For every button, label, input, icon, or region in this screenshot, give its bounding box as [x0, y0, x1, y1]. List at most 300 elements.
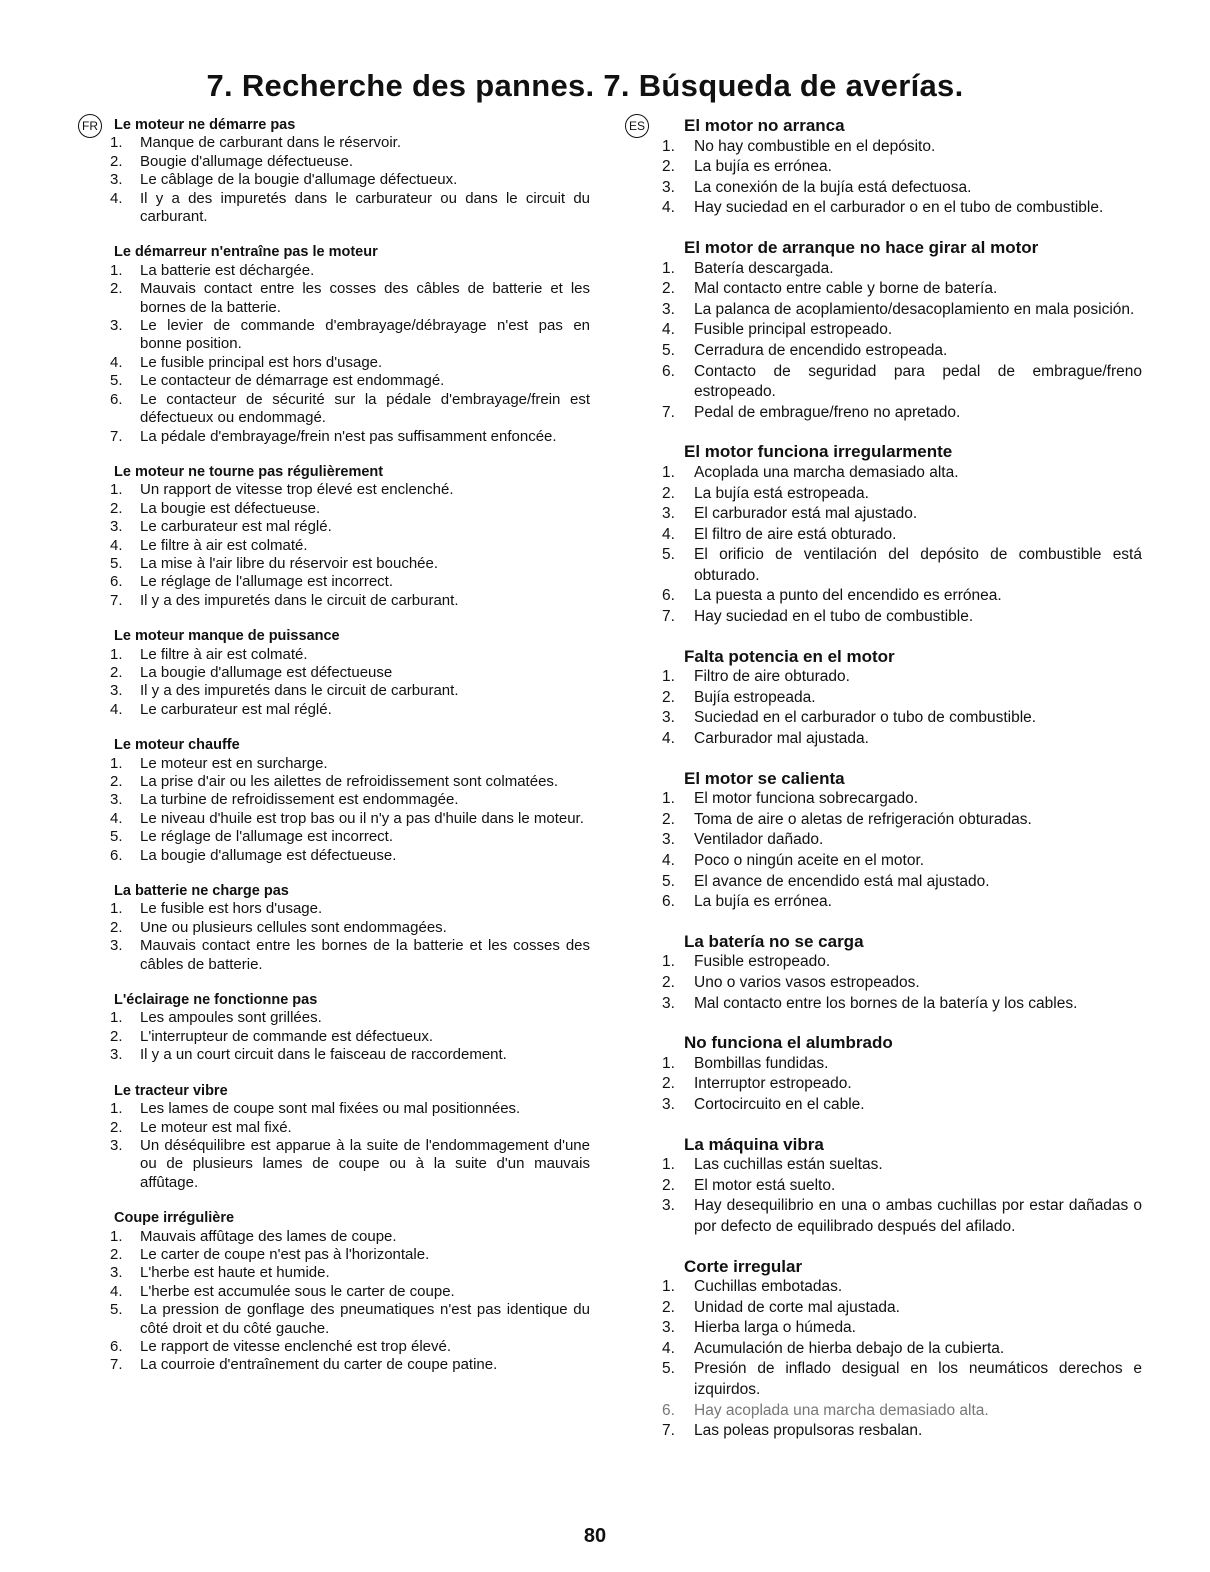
list-item-number: 3.: [110, 518, 123, 536]
list-item-number: 5.: [662, 546, 675, 564]
list-item-text: Hay desequilibrio en una o ambas cuchillas por estar dañadas o por defecto de equilibrado después del afilado.: [694, 1197, 1142, 1235]
list-item: [662, 872, 1142, 893]
list-item: [110, 828, 590, 846]
cause-list: [110, 1228, 590, 1375]
list-item-text: Hay suciedad en el carburador o en el tubo de combustible.: [694, 199, 1104, 217]
list-item: [662, 667, 1142, 688]
list-item-number: 2.: [110, 499, 123, 517]
list-item-number: 5.: [662, 872, 675, 890]
list-item-number: 1.: [662, 463, 675, 481]
list-item-text: Il y a des impuretés dans le carburateur ou dans le circuit du carburant.: [140, 189, 590, 226]
list-item-number: 5.: [662, 1360, 675, 1378]
list-item-text: Le carburateur est mal réglé.: [140, 700, 332, 718]
section-heading: La máquina vibra: [684, 1134, 824, 1154]
list-item-text: Le moteur est en surcharge.: [140, 754, 328, 772]
list-item-text: Ventilador dañado.: [694, 831, 824, 849]
list-item-text: No hay combustible en el depósito.: [694, 137, 936, 155]
fr-section: [110, 463, 590, 610]
list-item-text: Interruptor estropeado.: [694, 1075, 852, 1093]
es-section: [662, 769, 1142, 913]
cause-list: [110, 262, 590, 446]
list-item: [662, 403, 1142, 424]
list-item: [662, 300, 1142, 321]
cause-list: [110, 755, 590, 865]
cause-list: [110, 1009, 590, 1064]
list-item-text: La pédale d'embrayage/frein n'est pas suffisamment enfoncée.: [140, 427, 557, 445]
list-item: [662, 952, 1142, 973]
list-item: [110, 262, 590, 280]
list-item-text: La bougie est défectueuse.: [140, 499, 321, 517]
list-item: [662, 504, 1142, 525]
section-heading: Falta potencia en el motor: [684, 646, 895, 666]
list-item-text: Cuchillas embotadas.: [694, 1278, 843, 1296]
list-item-number: 6.: [662, 893, 675, 911]
list-item-number: 4.: [110, 189, 123, 207]
section-heading: Coupe irrégulière: [114, 1210, 235, 1227]
list-item-number: 7.: [110, 591, 123, 609]
list-item: [662, 830, 1142, 851]
list-item-text: La conexión de la bujía está defectuosa.: [694, 178, 972, 196]
section-heading: Corte irregular: [684, 1256, 803, 1276]
list-item-number: 1.: [110, 645, 123, 663]
list-item-text: Le rapport de vitesse enclenché est trop élevé.: [140, 1337, 452, 1355]
section-heading: L'éclairage ne fonctionne pas: [114, 992, 318, 1009]
list-item-text: Le contacteur de sécurité sur la pédale d'embrayage/frein est défectueux ou endommagé.: [140, 390, 590, 427]
cause-list: [662, 952, 1142, 1014]
list-item-number: 7.: [110, 427, 123, 445]
list-item-number: 3.: [662, 1095, 675, 1113]
list-item: [662, 362, 1142, 403]
fr-section: [110, 736, 590, 865]
list-item-text: Mauvais contact entre les bornes de la batterie et les cosses des câbles de batterie.: [140, 937, 590, 973]
list-item: [662, 1339, 1142, 1360]
list-item-text: Le câblage de la bougie d'allumage défectueux.: [140, 171, 458, 189]
list-item: [662, 463, 1142, 484]
list-item-text: Las poleas propulsoras resbalan.: [694, 1422, 923, 1440]
list-item-number: 2.: [110, 1118, 123, 1136]
list-item-text: Un rapport de vitesse trop élevé est enclenché.: [140, 481, 454, 499]
list-item: [110, 937, 590, 974]
list-item-text: El carburador está mal ajustado.: [694, 505, 918, 523]
list-item-text: Mal contacto entre los bornes de la batería y los cables.: [694, 994, 1078, 1012]
list-item-number: 3.: [662, 994, 675, 1012]
list-item: [110, 1338, 590, 1356]
list-item: [662, 1318, 1142, 1339]
list-item-number: 7.: [110, 1356, 123, 1374]
list-item-text: Le carburateur est mal réglé.: [140, 518, 332, 536]
list-item: [110, 664, 590, 682]
list-item-text: Uno o varios vasos estropeados.: [694, 973, 920, 991]
list-item-text: Hay suciedad en el tubo de combustible.: [694, 608, 974, 626]
section-heading: Le démarreur n'entraîne pas le moteur: [114, 244, 378, 261]
list-item: [662, 320, 1142, 341]
list-item-text: Hierba larga o húmeda.: [694, 1319, 856, 1337]
list-item: [110, 701, 590, 719]
cause-list: [110, 900, 590, 974]
list-item-text: Acoplada una marcha demasiado alta.: [694, 463, 959, 481]
cause-list: [110, 134, 590, 226]
list-item-text: La prise d'air ou les ailettes de refroidissement sont colmatées.: [140, 773, 559, 790]
list-item-number: 1.: [110, 1227, 123, 1245]
list-item-text: La bujía es errónea.: [694, 893, 832, 911]
section-heading: Le moteur ne tourne pas régulièrement: [114, 463, 384, 480]
list-item: [110, 537, 590, 555]
list-item-number: 5.: [110, 828, 123, 846]
list-item: [662, 178, 1142, 199]
list-item-text: Bujía estropeada.: [694, 688, 816, 706]
list-item-text: Bombillas fundidas.: [694, 1054, 829, 1072]
list-item-text: Le réglage de l'allumage est incorrect.: [140, 828, 394, 846]
list-item-number: 7.: [662, 403, 675, 421]
list-item-text: Filtro de aire obturado.: [694, 668, 850, 686]
list-item: [110, 153, 590, 171]
list-item-number: 4.: [110, 700, 123, 718]
list-item: [662, 688, 1142, 709]
list-item-number: 1.: [110, 1009, 123, 1027]
spanish-language-badge-icon: ES: [625, 114, 649, 138]
cause-list: [662, 259, 1142, 424]
list-item: [662, 973, 1142, 994]
list-item-text: Suciedad en el carburador o tubo de combustible.: [694, 709, 1037, 727]
list-item: [662, 1054, 1142, 1075]
page-title: 7. Recherche des pannes. 7. Búsqueda de averías.: [206, 68, 964, 103]
french-column: [110, 116, 590, 1392]
section-heading: El motor se calienta: [684, 768, 845, 788]
list-item-number: 3.: [110, 1264, 123, 1282]
fr-section: [110, 243, 590, 445]
list-item-text: Il y a des impuretés dans le circuit de carburant.: [140, 682, 459, 700]
list-item-text: Il y a des impuretés dans le circuit de carburant.: [140, 591, 459, 609]
list-item: [110, 171, 590, 189]
list-item-number: 1.: [662, 790, 675, 808]
list-item: [662, 708, 1142, 729]
list-item: [110, 518, 590, 536]
list-item-number: 6.: [110, 390, 123, 408]
list-item-number: 6.: [110, 573, 123, 591]
list-item-text: Le contacteur de démarrage est endommagé.: [140, 372, 445, 390]
cause-list: [110, 646, 590, 720]
list-item-number: 2.: [662, 810, 675, 828]
list-item: [662, 607, 1142, 628]
list-item-text: Mauvais affûtage des lames de coupe.: [140, 1227, 397, 1245]
list-item: [662, 137, 1142, 158]
list-item: [662, 545, 1142, 586]
list-item-number: 4.: [110, 1282, 123, 1300]
list-item-number: 2.: [662, 280, 675, 298]
section-heading: No funciona el alumbrado: [684, 1033, 893, 1053]
list-item-number: 5.: [110, 372, 123, 390]
list-item-text: Le moteur est mal fixé.: [140, 1118, 292, 1136]
list-item-number: 4.: [662, 199, 675, 217]
list-item-text: Cerradura de encendido estropeada.: [694, 341, 948, 359]
fr-section: [110, 991, 590, 1065]
list-item-text: Carburador mal ajustada.: [694, 730, 869, 748]
list-item-text: Pedal de embrague/freno no apretado.: [694, 403, 961, 421]
list-item: [110, 428, 590, 446]
list-item-text: Fusible principal estropeado.: [694, 321, 893, 339]
cause-list: [662, 1155, 1142, 1237]
list-item-text: La puesta a punto del encendido es errónea.: [694, 587, 1002, 605]
page-number: 80: [583, 1525, 607, 1547]
list-item-number: 1.: [662, 953, 675, 971]
list-item-number: 1.: [662, 137, 675, 155]
list-item-number: 3.: [110, 317, 123, 335]
es-section: [662, 1257, 1142, 1442]
list-item-number: 2.: [662, 688, 675, 706]
list-item-text: El orificio de ventilación del depósito de combustible está obturado.: [694, 546, 1142, 584]
list-item-number: 3.: [662, 709, 675, 727]
list-item: [110, 190, 590, 227]
list-item-text: La courroie d'entraînement du carter de coupe patine.: [140, 1356, 498, 1374]
list-item: [110, 1046, 590, 1064]
list-item: [662, 851, 1142, 872]
list-item: [110, 354, 590, 372]
list-item: [662, 1095, 1142, 1116]
section-heading: El motor no arranca: [684, 116, 845, 135]
list-item: [662, 1176, 1142, 1197]
list-item-number: 2.: [662, 973, 675, 991]
list-item-number: 2.: [110, 918, 123, 936]
list-item: [110, 1356, 590, 1374]
list-item-number: 5.: [662, 341, 675, 359]
list-item-number: 2.: [662, 158, 675, 176]
list-item-text: L'herbe est haute et humide.: [140, 1264, 330, 1282]
list-item-number: 3.: [110, 171, 123, 189]
fr-section: [110, 1082, 590, 1192]
list-item-text: La turbine de refroidissement est endommagée.: [140, 791, 459, 809]
list-item: [110, 1137, 590, 1192]
list-item-number: 3.: [662, 505, 675, 523]
spanish-column: [662, 116, 1142, 1461]
list-item-text: L'herbe est accumulée sous le carter de coupe.: [140, 1282, 455, 1300]
list-item: [662, 789, 1142, 810]
list-item-number: 2.: [662, 1075, 675, 1093]
cause-list: [662, 1054, 1142, 1116]
list-item-text: Fusible estropeado.: [694, 953, 831, 971]
list-item: [110, 481, 590, 499]
fr-section: [110, 627, 590, 719]
list-item-text: L'interrupteur de commande est défectueux.: [140, 1027, 434, 1045]
list-item-number: 2.: [110, 152, 123, 170]
list-item-number: 2.: [662, 484, 675, 502]
cause-list: [662, 137, 1142, 219]
list-item: [110, 1100, 590, 1118]
list-item-number: 1.: [110, 134, 123, 152]
list-item-text: Mal contacto entre cable y borne de batería.: [694, 280, 998, 298]
list-item: [110, 1283, 590, 1301]
list-item: [662, 586, 1142, 607]
list-item-text: Le réglage de l'allumage est incorrect.: [140, 573, 394, 591]
french-language-badge-icon: FR: [78, 114, 102, 138]
list-item-number: 4.: [662, 525, 675, 543]
list-item: [662, 279, 1142, 300]
list-item-text: Mauvais contact entre les cosses des câbles de batterie et les bornes de la batterie.: [140, 280, 590, 316]
list-item-text: Les lames de coupe sont mal fixées ou mal positionnées.: [140, 1100, 521, 1118]
list-item: [662, 729, 1142, 750]
list-item-number: 6.: [662, 362, 675, 380]
list-item-text: Presión de inflado desigual en los neumáticos derechos e izquirdos.: [694, 1360, 1142, 1399]
list-item-text: Hay acoplada una marcha demasiado alta.: [694, 1401, 989, 1419]
list-item-text: Acumulación de hierba debajo de la cubierta.: [694, 1339, 1005, 1357]
cause-list: [110, 1100, 590, 1192]
list-item-text: Le filtre à air est colmaté.: [140, 536, 308, 554]
list-item-text: Manque de carburant dans le réservoir.: [140, 134, 401, 152]
list-item-text: La mise à l'air libre du réservoir est bouchée.: [140, 554, 439, 572]
list-item: [110, 646, 590, 664]
es-section: [662, 1135, 1142, 1238]
list-item: [110, 1301, 590, 1338]
list-item-number: 1.: [110, 261, 123, 279]
list-item: [110, 1009, 590, 1027]
list-item: [110, 1246, 590, 1264]
list-item: [662, 341, 1142, 362]
list-item: [110, 900, 590, 918]
list-item-text: La palanca de acoplamiento/desacoplamiento en mala posición.: [694, 300, 1135, 318]
list-item-text: La batterie est déchargée.: [140, 261, 315, 279]
list-item-text: Il y a un court circuit dans le faisceau de raccordement.: [140, 1046, 507, 1064]
cause-list: [662, 667, 1142, 749]
section-heading: Le moteur chauffe: [114, 737, 240, 754]
list-item-number: 2.: [110, 773, 123, 790]
list-item-number: 3.: [662, 300, 675, 318]
list-item: [662, 484, 1142, 505]
list-item: [662, 1074, 1142, 1095]
list-item: [662, 1155, 1142, 1176]
list-item-number: 2.: [110, 1245, 123, 1263]
list-item-text: Le niveau d'huile est trop bas ou il n'y a pas d'huile dans le moteur.: [140, 809, 584, 827]
list-item-text: Le filtre à air est colmaté.: [140, 645, 308, 663]
list-item: [110, 280, 590, 317]
list-item-number: 2.: [110, 280, 123, 298]
list-item: [662, 198, 1142, 219]
list-item: [110, 391, 590, 428]
section-heading: El motor de arranque no hace girar al motor: [684, 237, 1039, 257]
list-item: [110, 372, 590, 390]
list-item: [662, 1359, 1142, 1400]
list-item-number: 4.: [662, 321, 675, 339]
section-heading: El motor funciona irregularmente: [684, 442, 953, 462]
list-item-text: La pression de gonflage des pneumatiques n'est pas identique du côté droit et du côté gauche.: [140, 1301, 590, 1337]
list-item-number: 6.: [662, 1401, 675, 1419]
cause-list: [662, 463, 1142, 628]
list-item-number: 4.: [662, 730, 675, 748]
list-item-number: 2.: [662, 1176, 675, 1194]
es-section: [662, 932, 1142, 1014]
list-item-number: 3.: [110, 1046, 123, 1064]
section-heading: Le moteur manque de puissance: [114, 628, 340, 645]
list-item-number: 4.: [662, 852, 675, 869]
list-item-text: La bujía es errónea.: [694, 158, 832, 176]
list-item-number: 1.: [662, 259, 675, 277]
list-item-number: 5.: [110, 1301, 123, 1319]
list-item-number: 4.: [110, 353, 123, 371]
list-item-text: Une ou plusieurs cellules sont endommagées.: [140, 918, 447, 936]
list-item-number: 1.: [662, 668, 675, 686]
list-item: [110, 810, 590, 828]
list-item: [110, 1028, 590, 1046]
list-item-number: 4.: [662, 1339, 675, 1357]
list-item-number: 7.: [662, 1422, 675, 1440]
list-item-number: 5.: [110, 554, 123, 572]
list-item-text: Cortocircuito en el cable.: [694, 1095, 865, 1113]
list-item-text: Un déséquilibre est apparue à la suite de l'endommagement d'une ou de plusieurs lames de coupe ou à la suite d'un mauvais affûtage.: [140, 1136, 590, 1191]
list-item: [110, 791, 590, 809]
list-item-number: 2.: [662, 1298, 675, 1316]
section-heading: La batería no se carga: [684, 931, 864, 951]
list-item-number: 1.: [110, 481, 123, 499]
list-item-number: 3.: [662, 831, 675, 849]
list-item-text: Unidad de corte mal ajustada.: [694, 1298, 900, 1316]
fr-section: [110, 882, 590, 974]
es-section: [662, 647, 1142, 750]
list-item: [110, 1264, 590, 1282]
list-item-number: 3.: [662, 178, 675, 196]
list-item-text: Les ampoules sont grillées.: [140, 1009, 322, 1027]
cause-list: [662, 789, 1142, 913]
list-item-text: Le fusible est hors d'usage.: [140, 900, 323, 918]
list-item: [110, 134, 590, 152]
list-item-number: 3.: [662, 1197, 675, 1215]
list-item: [110, 1228, 590, 1246]
list-item-number: 6.: [110, 1337, 123, 1355]
list-item: [662, 1277, 1142, 1298]
list-item-text: La bougie d'allumage est défectueuse: [140, 663, 393, 681]
list-item-text: El filtro de aire está obturado.: [694, 525, 897, 543]
list-item-number: 1.: [662, 1054, 675, 1072]
list-item-text: Le carter de coupe n'est pas à l'horizontale.: [140, 1245, 430, 1263]
list-item-number: 1.: [110, 900, 123, 918]
list-item-number: 1.: [110, 1100, 123, 1118]
list-item-text: Toma de aire o aletas de refrigeración obturadas.: [694, 810, 1032, 828]
list-item: [110, 919, 590, 937]
fr-section: [110, 1209, 590, 1375]
list-item-text: El motor está suelto.: [694, 1176, 836, 1194]
list-item: [110, 573, 590, 591]
list-item-text: Contacto de seguridad para pedal de embrague/freno estropeado.: [694, 362, 1142, 401]
list-item-text: El avance de encendido está mal ajustado.: [694, 872, 990, 890]
list-item-number: 3.: [110, 1136, 123, 1154]
es-section: [662, 116, 1142, 219]
list-item-number: 7.: [662, 608, 675, 626]
list-item: [662, 157, 1142, 178]
list-item: [110, 773, 590, 791]
fr-section: [110, 116, 590, 226]
es-section: [662, 1033, 1142, 1115]
list-item: [110, 592, 590, 610]
list-item: [662, 1298, 1142, 1319]
list-item-text: Le fusible principal est hors d'usage.: [140, 353, 383, 371]
cause-list: [662, 1277, 1142, 1442]
list-item-number: 4.: [110, 536, 123, 554]
list-item: [110, 755, 590, 773]
list-item: [110, 847, 590, 865]
list-item-number: 1.: [662, 1278, 675, 1296]
list-item-number: 3.: [110, 791, 123, 809]
list-item: [662, 810, 1142, 831]
list-item-number: 3.: [662, 1319, 675, 1337]
list-item-number: 3.: [110, 937, 123, 955]
list-item: [110, 500, 590, 518]
es-section: [662, 238, 1142, 423]
list-item-text: Bougie d'allumage défectueuse.: [140, 152, 354, 170]
list-item: [662, 525, 1142, 546]
list-item-number: 6.: [110, 846, 123, 864]
list-item: [662, 1196, 1142, 1237]
list-item: [110, 682, 590, 700]
list-item-text: El motor funciona sobrecargado.: [694, 790, 919, 808]
list-item-number: 2.: [110, 663, 123, 681]
list-item: [662, 259, 1142, 280]
